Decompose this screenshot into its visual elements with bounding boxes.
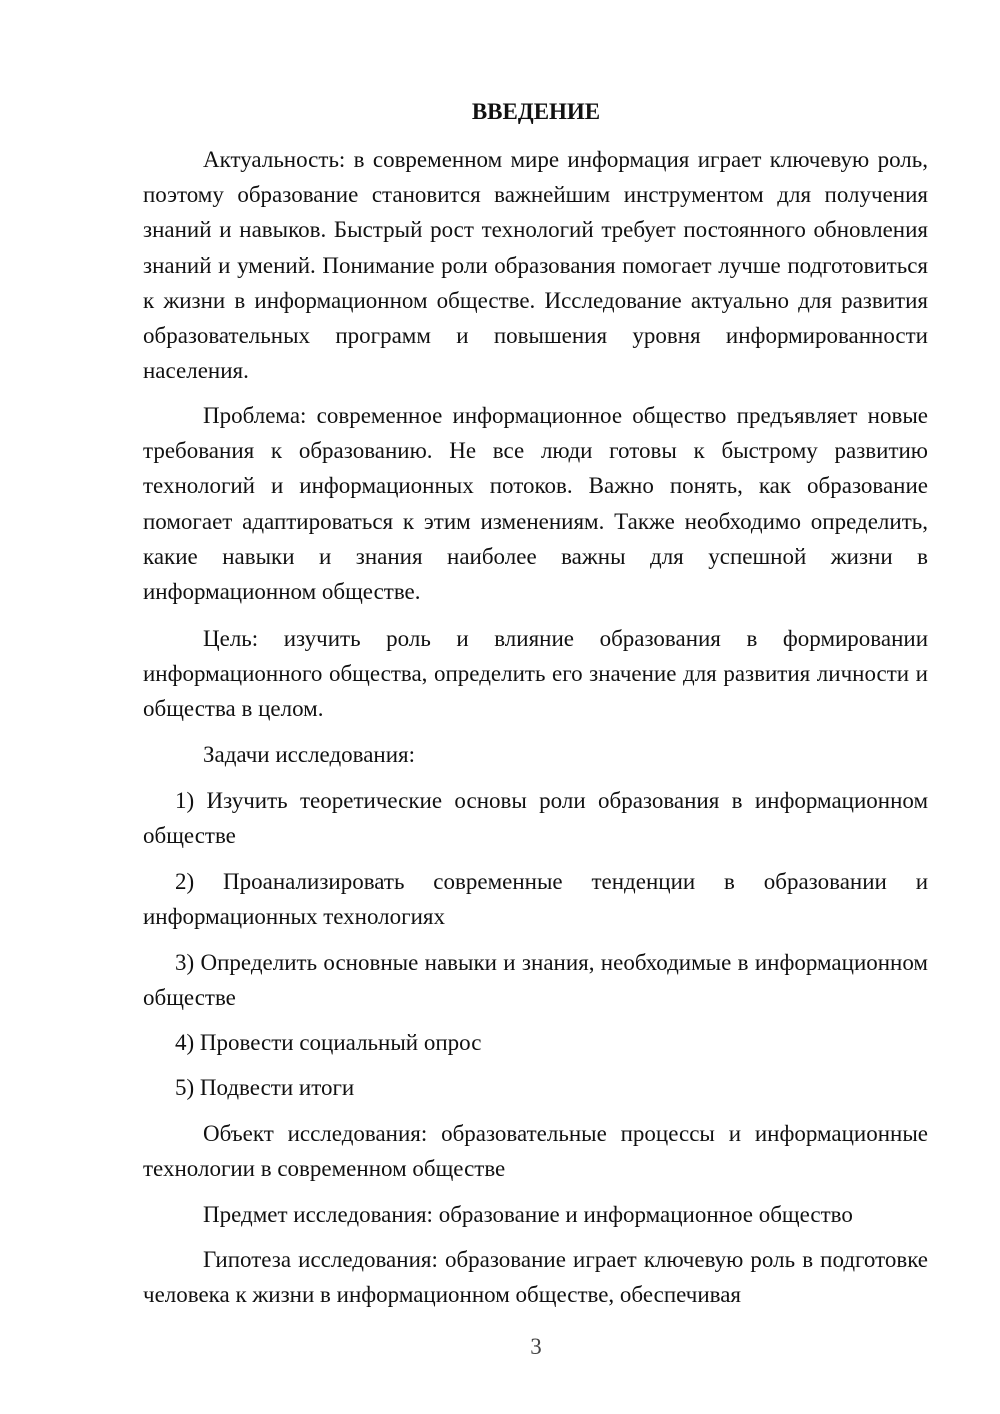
page-number: 3 bbox=[530, 1334, 542, 1359]
relevance-paragraph: Актуальность: в современном мире информация играет ключевую роль, поэтому образование становится важнейшим инструментом для получения знаний и навыков. Быстрый рост технологий требует постоянного обновления знаний и умений. Понимание роли образования помогает лучше подготовиться к жизни в информационном обществе. Исследование актуально для развития образовательных программ и повышения уровня информированности населения. bbox=[143, 147, 928, 384]
task-item-5: 5) Подвести итоги bbox=[175, 1075, 355, 1100]
task-item-2: 2) Проанализировать современные тенденции в образовании и информационных технологиях bbox=[143, 869, 928, 930]
tasks-heading: Задачи исследования: bbox=[203, 742, 416, 767]
goal-paragraph: Цель: изучить роль и влияние образования в формировании информационного общества, определить его значение для развития личности и общества в целом. bbox=[143, 626, 928, 722]
page-title: ВВЕДЕНИЕ bbox=[471, 99, 601, 124]
subject-paragraph: Предмет исследования: образование и информационное общество bbox=[203, 1202, 853, 1227]
object-paragraph: Объект исследования: образовательные процессы и информационные технологии в современном обществе bbox=[143, 1121, 928, 1182]
task-item-3: 3) Определить основные навыки и знания, необходимые в информационном обществе bbox=[143, 950, 928, 1011]
problem-paragraph: Проблема: современное информационное общество предъявляет новые требования к образованию. Не все люди готовы к быстрому развитию технологий и информационных потоков. Важно понять, как образование помогает адаптироваться к этим изменениям. Также необходимо определить, какие навыки и знания наиболее важны для успешной жизни в информационном обществе. bbox=[143, 403, 928, 605]
task-item-1: 1) Изучить теоретические основы роли образования в информационном обществе bbox=[143, 788, 928, 849]
task-item-4: 4) Провести социальный опрос bbox=[175, 1030, 482, 1055]
hypothesis-paragraph: Гипотеза исследования: образование играет ключевую роль в подготовке человека к жизни в информационном обществе, обеспечивая bbox=[143, 1247, 928, 1308]
